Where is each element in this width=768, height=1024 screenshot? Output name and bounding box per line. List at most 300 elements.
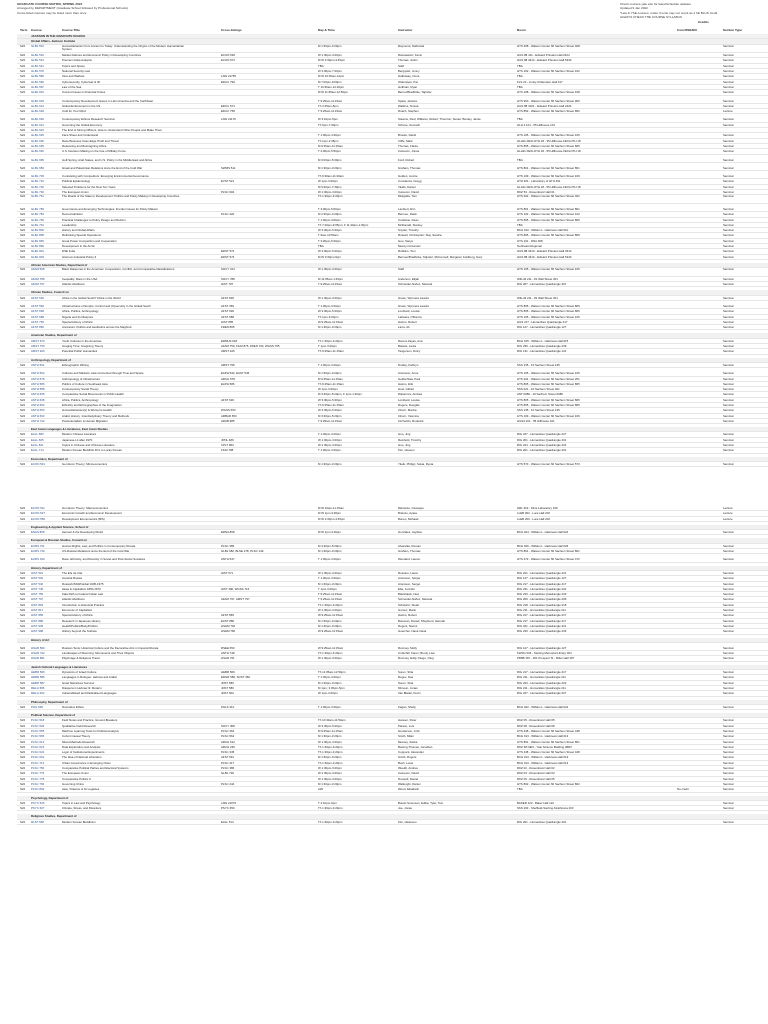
cell-instructor: Goldschlaw, Paul (398, 376, 421, 381)
cell-course-title: Climate, Stress, and Disorders (62, 806, 102, 811)
cell-room: HTS 801 - Watson Center 60 Sachem Street 801 (517, 206, 580, 211)
cell-day-time: Th 3:45pm-5pm (318, 103, 339, 108)
cell-room: HTS 805 - Watson Center 60 Sachem Street 805 (517, 381, 580, 386)
cell-cross-listing: ERMUS 618 (221, 338, 238, 343)
cell-course-title: Leadership (62, 222, 77, 227)
cell-term: S22 (20, 461, 26, 466)
cell-day-time: Th 1:30pm-3:20pm (318, 195, 343, 199)
cell-room: BCH 013 - William L. Harkness Hall 013 (517, 760, 569, 765)
cell-room: Northeast Regional (517, 243, 542, 248)
cell-section-type: Seminar (723, 63, 734, 68)
cell-cross-listing: PLSC 562 (221, 734, 235, 739)
cell-instructor: Schneider-Nuñez, Marcela (398, 597, 433, 602)
cell-day-time: Th 1:30pm-3:20pm (318, 806, 343, 811)
cell-cross-listing: EDST 574 (221, 249, 235, 254)
cell-course-code: PLSC 622 (31, 750, 45, 755)
cell-course-title: Inequality: Race in the USA (62, 276, 98, 281)
cell-term: S22 (20, 243, 26, 248)
department-name: Jewish Cultural Languages & Literatures (31, 664, 88, 669)
cell-course-title: Black Diasporas in the Americas: Cooperation, Conflict, and Comparative Racializations (62, 268, 175, 272)
cell-term: S22 (20, 338, 26, 343)
cell-term: S22 (20, 74, 26, 79)
cell-course-code: HIST 803 (31, 602, 44, 607)
cell-section-type: Seminar (723, 787, 734, 792)
cell-course-code: PLSC 612 (31, 739, 45, 744)
cell-instructor: Brancio, Ayase (398, 511, 418, 516)
cell-day-time: T 3:00pm-5:00pm (318, 206, 341, 211)
cell-term: S22 (20, 69, 26, 74)
cell-section-type: Seminar (723, 206, 734, 211)
course-row (17, 462, 768, 467)
cell-cross-listing: EDUC 790 (221, 79, 235, 84)
cell-day-time: W 1:30pm-3:20pm (318, 739, 342, 744)
cell-day-time: T 9am-10:50am (318, 233, 339, 238)
cell-course-title: Co-Existing with Competitors: Emerging Environmental Governance (62, 174, 149, 179)
cell-day-time: T 1:30pm-3:20pm (318, 448, 341, 453)
cell-day-time: M W 3:30pm-5pm (318, 254, 341, 259)
cell-section-type: Seminar (723, 344, 734, 349)
cell-instructor: Scheve, Kenneth (398, 122, 421, 127)
cell-cross-listing: PLSC 362 (221, 728, 235, 733)
cell-day-time: M 1:30pm-3:20pm (318, 618, 342, 623)
cell-course-code: EURS 910 (31, 557, 45, 562)
cell-course-code: ANTH 652 (31, 403, 45, 407)
cell-section-type: Seminar (723, 195, 734, 199)
cell-day-time: Th 9:30am-11:20am (318, 174, 344, 179)
cell-course-title: Law of the Sea (62, 84, 82, 89)
cell-instructor: Ford, Robert (398, 157, 415, 162)
cell-term: S22 (20, 432, 26, 437)
cell-room: HGS4 101 - 55 Hillhouse 101 (517, 418, 555, 423)
cell-day-time: W 1:30pm-3:20pm (318, 295, 342, 300)
cell-section-type: Seminar (723, 133, 734, 138)
cell-instructor: Inhorn, Yasmina (398, 413, 419, 418)
cell-instructor: Brooks, David (398, 133, 416, 138)
cell-course-title: Politics of Culture in Southeast Asia (62, 381, 108, 386)
cell-cross-listing: HIST 855 (221, 319, 234, 324)
cell-term: S22 (20, 268, 26, 272)
cell-section-type: Seminar (723, 149, 734, 154)
cell-course-code: GLBL 576 (31, 69, 44, 74)
cell-room: HTS 801 - Watson Center 60 Sachem Street 801 (517, 165, 580, 170)
cell-section-type: Seminar (723, 623, 734, 628)
cell-course-code: PLSC 529 (31, 723, 45, 728)
cell-course-code: GLBL 683 (31, 165, 44, 170)
cell-course-code: PSYC 526 (31, 800, 45, 805)
cell-instructor: Henderson, John (398, 728, 421, 733)
cell-section-type: Seminar (723, 165, 734, 170)
cell-cross-listing: JPNL 489 (221, 437, 234, 442)
cell-cross-listing: AFST 691 (221, 755, 234, 760)
cell-course-code: AFST 765 (31, 319, 44, 324)
cell-instructor: Robbins, Tom (398, 249, 416, 254)
cell-term: S22 (20, 557, 26, 562)
cell-room: HTS 108 - Watson Center 60 Sachem Street 108 (517, 90, 580, 95)
cell-course-title: Russian Texts: Historical Culture and the Decorative Arts in Imperial Russia (62, 645, 159, 650)
cell-section-type: Seminar (723, 238, 734, 243)
cell-term: S22 (20, 613, 26, 618)
cell-cross-listing: EAST 880 (221, 618, 235, 623)
cell-section-type: Seminar (723, 597, 734, 602)
cell-section-type: Seminar (723, 157, 734, 162)
cell-day-time: T 3:30pm-5:20pm (318, 238, 341, 243)
cell-term: S22 (20, 670, 26, 675)
cell-section-type: Seminar (723, 376, 734, 381)
cell-instructor: Gomez, Mario (398, 608, 417, 613)
department-name: History, Department of (31, 565, 62, 570)
cell-room: RIG 211 - Humanities Quadrangle 211 (517, 675, 566, 680)
cell-course-title: The European Union (62, 771, 89, 776)
cell-term: S22 (20, 63, 26, 68)
cell-room: RIG 217 - Humanities Quadrangle 217 (517, 581, 567, 586)
cell-course-code: HSAR 500 (31, 645, 45, 650)
cell-section-type: Seminar (723, 303, 734, 308)
cell-cross-listing: PLSC 386 (221, 766, 235, 771)
cell-section-type: Seminar (723, 432, 734, 437)
cell-course-code: HIST 745 (31, 586, 44, 591)
cell-course-title: Israeli and Palestinian Relations since the End of the Cold War (62, 165, 143, 170)
cell-instructor: Aronsson, Anne (398, 371, 419, 376)
cell-course-title: Aerosol & the Developing World (62, 530, 103, 535)
cell-day-time: M 7:00pm-9:00pm (318, 79, 342, 84)
cell-course-code: PLSC 776 (31, 771, 45, 776)
cell-day-time: M 1:30pm-3:20pm (318, 165, 342, 170)
course-row (17, 268, 768, 277)
cell-instructor: Cocklane, Dean (398, 217, 419, 222)
cell-course-code: AMST 750 (31, 344, 45, 349)
cell-section-type: Seminar (723, 387, 734, 392)
cell-room: FLS 22 - Linsly-Chittenden Hall 317 (517, 79, 563, 84)
department-name: European & Russian Studies, Council on (31, 538, 88, 543)
cell-day-time: W 1:30pm-3:20pm (318, 268, 342, 272)
cell-day-time: T 9:25am-11:15am (318, 109, 343, 114)
cell-course-code: PLSC 778 (31, 776, 45, 781)
cell-course-code: EURS 740 (31, 549, 45, 554)
cell-term: S22 (20, 592, 26, 597)
cell-term: S22 (20, 755, 26, 760)
document-title: GRADUATE COURSE MATRIX, SPRING 2022 (17, 2, 83, 6)
cell-section-type: Seminar (723, 728, 734, 733)
cell-course-code: GLBL 903 (31, 254, 44, 259)
cell-course-title: Diaspora in Hebrew lit: Modern (62, 685, 102, 690)
cell-room: BCH 015 - William L. Harkness Hall 015 (517, 338, 569, 343)
cell-section-type: Seminar (723, 586, 734, 591)
cell-instructor: Wood, Elisabeth (398, 787, 419, 792)
cell-term: S22 (20, 506, 26, 510)
cell-course-title: Democratization (62, 212, 83, 217)
notice-line: Updated 9 Jan 2022 (620, 6, 648, 11)
cell-instructor: Marcanio, Giuseppe (398, 506, 424, 510)
cell-term: S22 (20, 760, 26, 765)
cell-course-title: Race Business Case Edge Profit and Threat (62, 138, 119, 143)
department-name: Engineering & Applied Science, School of (31, 524, 89, 529)
cell-course-title: Political Epidemiology (62, 179, 91, 184)
col-credits: Conc/FEE/EO (677, 28, 697, 32)
notice-line: Check courses.yale.edu for latest/schedule updates (620, 2, 691, 6)
cell-cross-listing: RSEE 650 (221, 645, 235, 650)
course-row (17, 45, 768, 54)
cell-term: S22 (20, 656, 26, 661)
cell-term: S22 (20, 413, 26, 418)
cell-course-title: Topics in Chinese and Chinese Literature (62, 443, 115, 448)
cell-cross-listing: EAPH 532, EAST 546 (221, 371, 250, 376)
cell-section-type: Seminar (723, 613, 734, 618)
cell-term: S22 (20, 530, 26, 535)
cell-room: HGS 88 3101 - Edward P Evans Hall 2420 (517, 103, 572, 108)
cell-instructor: Hoel, Gilbert (398, 387, 415, 392)
cell-term: S22 (20, 618, 26, 623)
cell-term: S22 (20, 117, 26, 122)
cell-course-code: GLBL 618 (31, 109, 44, 114)
cell-instructor: Harms, Robert (398, 613, 417, 618)
cell-term: S22 (20, 165, 26, 170)
cell-instructor: Kim, Hwansoo (398, 819, 417, 824)
cell-instructor: Biswas, Laura (398, 344, 417, 349)
cell-day-time: T 1:00pm-4:30pm (318, 133, 341, 138)
cell-cross-listing: EVST 521 (221, 179, 235, 184)
cell-day-time: M 5:30pm-7:30pm (318, 184, 342, 189)
cell-room: TBA (517, 74, 523, 79)
cell-cross-listing: EDST 573 (221, 254, 235, 259)
cell-room: HTS 801 - Watson Center 60 Sachem Street 801 (517, 739, 580, 744)
cell-term: S22 (20, 376, 26, 381)
cell-room: HTS 408 - Watson Center 60 Sachem Street 408 (517, 44, 580, 48)
cell-term: S22 (20, 276, 26, 281)
cell-section-type: Seminar (723, 249, 734, 254)
cell-section-type: Seminar (723, 645, 734, 650)
cell-course-code: ANTH 742 (31, 418, 45, 423)
cell-instructor: Paravo, Luis (398, 723, 415, 728)
cell-term: S22 (20, 781, 26, 786)
cell-section-type: Seminar (723, 581, 734, 586)
cell-term: S22 (20, 254, 26, 259)
cell-course-code: PLSC 615 (31, 744, 45, 749)
cell-course-code: ANTH 653 (31, 408, 45, 413)
cell-day-time: M 9:25am-11:15am (318, 143, 343, 148)
cell-instructor: Oldenstein, Pat (398, 79, 418, 84)
cell-course-title: Modern Korean Buddhism (62, 819, 96, 824)
cell-course-title: Comparative Politics II (62, 776, 91, 781)
cell-instructor: Guercher, Nana Oana (398, 629, 427, 634)
cell-course-code: EALL 605 (31, 437, 44, 442)
cell-instructor: Smith, Milan (398, 734, 414, 739)
cell-room: RIG 233 - Humanities Quadrangle 233 (517, 629, 567, 634)
cell-course-title: Japanese Lit after 1970 (62, 437, 93, 442)
cell-section-type: Seminar (723, 734, 734, 739)
cell-section-type: Seminar (723, 392, 734, 397)
cell-instructor: Cameron, Jonas (398, 149, 420, 154)
cell-section-type: Seminar (723, 819, 734, 824)
cell-instructor: Kagan, Shelly (398, 704, 416, 709)
cell-instructor: Rogers, Douglas (398, 403, 420, 407)
cell-course-title: Mixed Methods Research (62, 739, 95, 744)
cell-section-type: Seminar (723, 685, 734, 690)
cell-section-type: Seminar (723, 122, 734, 127)
document-note: Cross-listed courses may be listed more than once (17, 10, 87, 15)
cell-instructor: Rossaro, Laura (398, 570, 418, 575)
cell-section-type: Seminar (723, 608, 734, 613)
cell-cross-listing: EALL 514 (221, 819, 234, 824)
cell-instructor: Wallenghi, Daniel (398, 781, 421, 786)
cell-section-type: Seminar (723, 403, 734, 407)
cell-section-type: Seminar (723, 74, 734, 79)
cell-course-title: Russia/USSR/Global 1905-1975 (62, 581, 104, 586)
cell-course-code: GLBL 761 (31, 195, 44, 199)
cell-course-title: The End of Strong Officers: How to Understand Other People and Make Them (62, 128, 162, 133)
cell-instructor: Aronsson, Sergei (398, 576, 421, 581)
cell-day-time: T 9:25am-11:15am (318, 597, 343, 602)
cell-course-title: Arabic History: Interdisciplinary Theory and Methods (62, 413, 129, 418)
cell-room: TBA (517, 63, 523, 68)
column-header-row (17, 28, 768, 33)
cell-course-title: Global Enforcement in the US (62, 103, 101, 108)
cell-day-time: M 1:30pm-3:20pm (318, 325, 342, 330)
cell-term: S22 (20, 776, 26, 781)
cell-day-time: W 1:30pm-3:20pm (318, 570, 342, 575)
cell-day-time: M 3:00pm-5:30pm (318, 157, 342, 162)
cell-room: RIG 227 - Humanities Quadrangle 227 (517, 691, 567, 696)
cell-instructor: Hansen, Peter (398, 718, 417, 723)
cell-section-type: Seminar (723, 629, 734, 634)
cell-cross-listing: PLSC 345 (221, 750, 235, 755)
cell-section-type: Seminar (723, 443, 734, 448)
cell-section-type: Seminar (723, 592, 734, 597)
cell-day-time: Th 10:30am-11:50am (318, 718, 346, 723)
cell-instructor: Constanza, Gregg (398, 179, 422, 184)
cell-cross-listing: PSYC 650 (221, 806, 235, 811)
cell-room: RIG 127 - Humanities Quadrangle 127 (517, 576, 567, 581)
cell-course-code: HIST 968 (31, 629, 44, 634)
cell-course-code: HIST 540 (31, 581, 44, 586)
cell-section-type: Seminar (723, 98, 734, 103)
cell-course-title: Market Failures and Economic Policy in Developing Countries (62, 53, 142, 58)
cell-day-time: Th 1:30pm-3:20pm (318, 651, 343, 656)
cell-course-title: Pilgrimage & Religious Travel (62, 656, 100, 661)
cell-cross-listing: ARCH 578 (221, 376, 235, 381)
cell-course-title: The Era de Clar (62, 570, 83, 575)
cell-section-type: Seminar (723, 276, 734, 281)
cell-course-title: Humanitarianism from Ancient to Today: Understanding the Origins of the Modern Humanitarian System (62, 44, 185, 51)
cell-cross-listing: HSHM 766 (221, 629, 236, 634)
cell-course-title: Intra and Warfare (62, 74, 85, 79)
cell-course-code: GLBL 808 (31, 233, 44, 238)
cell-instructor: Inhorn, Marcia (398, 408, 417, 413)
cell-course-code: HIST 502 (31, 576, 44, 581)
cell-room: HTS 573 - Watson Center 60 Sachem Street 573 (517, 461, 580, 466)
cell-instructor: Guo, Jing (398, 432, 411, 437)
cell-term: S22 (20, 149, 26, 154)
cell-section-type: Seminar (723, 408, 734, 413)
cell-room: HTS 102 - Watson Center 60 Sachem Street 102 (517, 212, 580, 217)
cell-course-code: ANTH 561 (31, 362, 45, 367)
cell-section-type: Seminar (723, 381, 734, 386)
cell-room: BCH 022 - William L. Harkness Hall 022 (517, 704, 569, 709)
cell-course-title: Gen Econ Theory: Microeconomics (62, 461, 108, 466)
cell-course-code: AFAM 508 (31, 268, 45, 272)
cell-term: S22 (20, 249, 26, 254)
cell-cross-listing: FILM 788 (221, 448, 234, 453)
cell-day-time: W 1:30pm-3:20pm (318, 190, 342, 195)
cell-section-type: Seminar (723, 760, 734, 765)
cell-course-code: PLSC 750 (31, 766, 45, 771)
cell-room: BCH 013 - William L. Harkness Hall 013 (517, 755, 569, 760)
cell-day-time: M 1:30pm-3:20pm (318, 755, 342, 760)
cell-instructor: Smith, Rogers (398, 755, 417, 760)
cell-section-type: Seminar (723, 576, 734, 581)
col-cross: Cross-listings (221, 28, 242, 32)
department-name: African Studies, Council on (31, 290, 69, 295)
cell-room: HLH11 FEXLOTH 18 - 55 Hillhouse FEXLOTH 18 (517, 184, 581, 189)
cell-term: S22 (20, 44, 26, 48)
cell-cross-listing: ARCH 612 (221, 739, 235, 744)
cell-instructor: Schwartz, Stuart (398, 602, 420, 607)
cell-term: S22 (20, 418, 26, 423)
cell-course-code: GLBL 845 (31, 238, 44, 243)
cell-day-time: M 1:30pm-3:20pm (318, 371, 342, 376)
department-name: African American Studies, Department of (31, 262, 88, 267)
department-name: Economics, Department of (31, 456, 68, 461)
cell-section-type: Seminar (723, 800, 734, 805)
cell-instructor: Cameron, David (398, 190, 419, 195)
cell-room: RIG 224 - Humanities Quadrangle 224 (517, 443, 567, 448)
cell-term: S22 (20, 122, 26, 127)
cell-room: SSS 135 - 10 Sachem Street 135 (517, 362, 560, 367)
cell-day-time: M 9:25am-11:15am (318, 376, 343, 381)
cell-course-title: Development in the Arctic (62, 243, 95, 248)
cell-cross-listing: WGSS 653 (221, 408, 236, 413)
cell-term: S22 (20, 179, 26, 184)
cell-room: HTS 805 - Watson Center 60 Sachem Street 805 (517, 303, 580, 308)
cell-day-time: M 1:30pm-3:20pm (318, 549, 342, 554)
cell-section-type: Seminar (723, 656, 734, 661)
cell-section-type: Seminar (723, 179, 734, 184)
cell-instructor: Mimoun, Jonas (398, 685, 418, 690)
cell-term: S22 (20, 549, 26, 554)
cell-course-title: Field Notes and Practice: Ground-Breakers (62, 718, 118, 723)
cell-room: HGS 88 3413 - Edward P Evans Hall 5440 (517, 58, 572, 63)
cell-day-time: T 1:30pm-3:20pm (318, 303, 341, 308)
cell-cross-listing: HIST 671 (221, 570, 234, 575)
cell-room: HGS 88 3410 - Edward P Evans Hall 3410 (517, 249, 572, 254)
cell-course-code: RLST 556 (31, 819, 44, 824)
cell-term: S22 (20, 133, 26, 138)
cell-term: S22 (20, 787, 26, 792)
cell-course-title: Premium Data Analysis (62, 58, 92, 63)
cell-term: S22 (20, 53, 26, 58)
cell-room: RIG 131 - Humanities Quadrangle 131 (517, 349, 567, 354)
cell-course-code: HIST 817 (31, 608, 44, 613)
cell-term: S22 (20, 645, 26, 650)
cell-term: S22 (20, 602, 26, 607)
cell-course-title: Topics in Law and Psychology (62, 800, 101, 805)
cell-term: S22 (20, 750, 26, 755)
cell-day-time: M 11:35am-1:25pm (318, 276, 343, 281)
cell-room: RIG 127 - Humanities Quadrangle 127 (517, 325, 567, 330)
cell-course-title: Normative Ethics (62, 704, 84, 709)
cell-course-title: DSE India (62, 249, 76, 254)
cell-course-title: Current Issues in Financial Crises (62, 90, 106, 95)
cell-cross-listing: PLSC 444 (221, 781, 235, 786)
cell-course-title: Practical Challenges to Policy Design and Reform (62, 217, 126, 222)
cell-day-time: TBA (318, 243, 324, 248)
cell-term: S22 (20, 397, 26, 402)
cell-cross-listing: SOCY 308 (221, 723, 235, 728)
cell-instructor: Boutin-Sorensen, Eddie; Tyler, Tom (398, 800, 444, 805)
cell-instructor: Eba, Jennifer (398, 586, 416, 591)
cell-course-code: ANTH 608 (31, 397, 45, 402)
cell-section-type: Seminar (723, 776, 734, 781)
cell-cross-listing: ERNA 808 (221, 530, 235, 535)
